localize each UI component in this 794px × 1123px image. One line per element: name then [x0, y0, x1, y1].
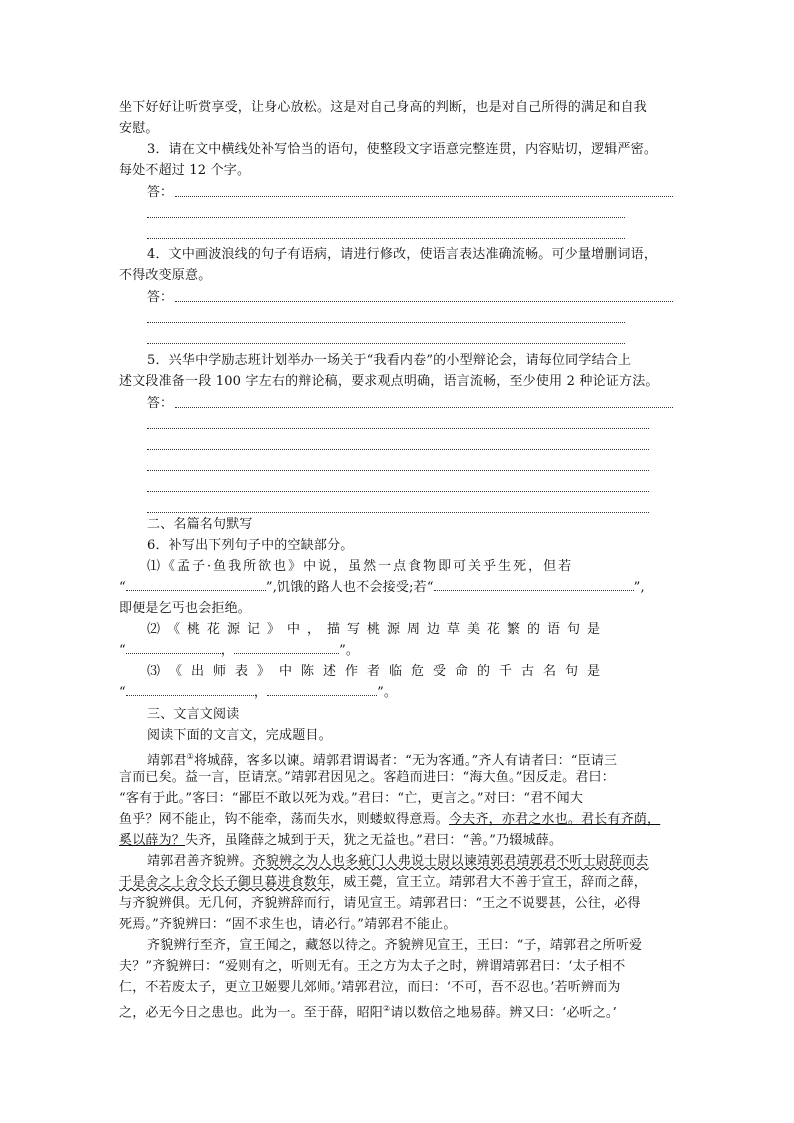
- text: 请以数倍之地易薛。辨又曰：‘必听之。’: [390, 1005, 617, 1021]
- text: 靖郭君善齐貌辨。: [147, 854, 253, 869]
- underlined-sentence: 奚以薛为？: [119, 833, 186, 848]
- q6-item-1-text: ⑴《孟子·鱼我所欲也》中说，虽然一点食物即可关乎生死，但若: [147, 559, 574, 574]
- quote-close: ”。: [339, 643, 360, 658]
- blank-1[interactable]: [126, 578, 266, 591]
- section-3-heading: 三、文言文阅读: [147, 707, 240, 722]
- p1-line-2: 言而已矣。益一言，臣请烹。”靖郭君因见之。客趋而进曰：“海大鱼。”因反走。君曰：: [119, 770, 615, 785]
- p1-line-4: [119, 809, 679, 830]
- p2-line-2: [119, 872, 679, 893]
- blank-2[interactable]: [434, 578, 634, 591]
- blank-3[interactable]: [126, 641, 221, 654]
- question-5-line-1: 5．兴华中学励志班计划举办一场关于“我看内卷”的小型辩论会，请每位同学结合上: [147, 353, 632, 368]
- text: 失齐，虽隆薛之城到于天，犹之无益也。”君曰：“善。”乃辍城薛。: [185, 833, 563, 848]
- answer-label-q4: 答：: [147, 290, 174, 305]
- text: ，威王薨，宣王立。靖郭君大不善于宣王，辞而之薛，: [330, 875, 648, 890]
- answer-line-q4-3[interactable]: [147, 343, 625, 344]
- comma: ，: [220, 643, 235, 658]
- q6-item-1-line-1: [147, 556, 675, 577]
- q6-item-3-line-1: ⑶《出师表》中陈述作者临危受命的千古名句是: [147, 664, 610, 679]
- question-6-prompt: 6．补写出下列句子中的空缺部分。: [147, 538, 354, 553]
- answer-line-q4-1[interactable]: [175, 301, 673, 302]
- quote-open: “: [119, 580, 126, 595]
- answer-line-q5-5[interactable]: [147, 491, 649, 492]
- answer-line-q5-4[interactable]: [147, 470, 649, 471]
- intro-line-1: 坐下好好让听赏享受，让身心放松。这是对自己身高的判断，也是对自己所得的满足和自我: [119, 100, 648, 115]
- p3-line-2: 夫？”齐貌辨曰：“爱则有之，听则无有。王之方为太子之时，辨谓靖郭君曰：‘太子相不: [119, 959, 626, 974]
- q6-item-1-line-2: [119, 577, 679, 598]
- text: 将城薛，客多以谏。靖郭君谓谒者：“无为客通。”齐人有请者曰：“臣请三: [193, 753, 618, 769]
- p1-line-5: [119, 830, 679, 851]
- footnote-marker: ②: [383, 1004, 391, 1013]
- wavy-sentence: 齐貌辨之为人也多疵门人弗说士尉以谏靖郭君靖郭君不听士尉辞而去: [252, 854, 649, 869]
- quote-open: “: [119, 685, 126, 700]
- blank-6[interactable]: [267, 683, 377, 696]
- intro-line-2: 安慰。: [119, 121, 159, 136]
- wavy-sentence: 于是舍之上舍令长子御旦暮进食数年: [119, 875, 331, 890]
- answer-label-q5: 答：: [147, 396, 174, 411]
- question-4-line-1: 4．文中画波浪线的句子有语病，请进行修改，使语言表达准确流畅。可少量增删词语，: [147, 247, 658, 262]
- answer-label-q3: 答：: [147, 185, 174, 200]
- answer-line-q3-1[interactable]: [175, 196, 673, 197]
- question-4-line-2: 不得改变原意。: [119, 268, 212, 283]
- p3-line-3: 仁，不若废太子，更立卫姬婴儿郊师。’靖郭君泣，而曰：‘不可，吾不忍也。’若听辨而为: [119, 980, 621, 995]
- p1-line-3: “客有于此。”客曰：“鄙臣不敢以死为戏。”君曰：“亡，更言之。”对曰：“君不闻大: [119, 791, 584, 806]
- quote-close: ”,: [633, 580, 645, 595]
- answer-line-q4-2[interactable]: [147, 322, 625, 323]
- footnote-marker: ①: [186, 752, 194, 761]
- quote-open: “: [119, 643, 126, 658]
- quote-mid: ”,饥饿的路人也不会接受;若“: [265, 580, 434, 595]
- answer-line-q5-6[interactable]: [147, 512, 649, 513]
- comma: ，: [253, 685, 268, 700]
- text: 鱼乎？网不能止，钩不能牵，荡而失水，则蝼蚁得意焉。: [119, 812, 450, 827]
- p3-line-4: [119, 998, 679, 1023]
- p2-line-4: 死焉。”齐貌辨曰：“固不求生也，请必行。”靖郭君不能止。: [119, 917, 457, 932]
- q6-item-1-line-3: 即便是乞丐也会拒绝。: [119, 601, 252, 616]
- answer-line-q3-2[interactable]: [147, 217, 625, 218]
- answer-line-q5-1[interactable]: [175, 407, 673, 408]
- p2-line-1: [147, 851, 707, 872]
- q6-item-2-line-2: [119, 640, 679, 661]
- answer-line-q5-3[interactable]: [147, 449, 649, 450]
- text: 之，必无今日之患也。此为一。至于薛，昭阳: [119, 1005, 384, 1021]
- blank-5[interactable]: [126, 683, 254, 696]
- quote-close: ”。: [377, 685, 398, 700]
- reading-instruction: 阅读下面的文言文，完成题目。: [147, 728, 332, 743]
- section-2-heading: 二、名篇名句默写: [147, 517, 253, 532]
- underlined-sentence: 今夫齐，亦君之水也。君长有齐荫，: [449, 812, 661, 827]
- question-3-line-1: 3．请在文中横线处补写恰当的语句，使整段文字语意完整连贯，内容贴切，逻辑严密。: [147, 142, 658, 157]
- p2-line-3: 与齐貌辨俱。无几何，齐貌辨辞而行，请见宣王。靖郭君曰：“王之不说婴甚，公往，必得: [119, 896, 641, 911]
- q6-item-2-line-1: ⑵《桃花源记》中，描写桃源周边草美花繁的语句是: [147, 622, 608, 637]
- blank-4[interactable]: [234, 641, 339, 654]
- question-5-line-2: 述文段准备一段 100 字左右的辩论稿，要求观点明确，语言流畅，至少使用 2 种论证方法。: [119, 374, 659, 389]
- question-3-line-2: 每处不超过 12 个字。: [119, 163, 251, 178]
- answer-line-q3-3[interactable]: [147, 238, 625, 239]
- q6-item-3-line-2: [119, 682, 679, 703]
- answer-line-q5-2[interactable]: [147, 428, 649, 429]
- p3-line-1: 齐貌辨行至齐，宣王闻之，藏怒以待之。齐貌辨见宣王，王曰：“子，靖郭君之所听爱: [147, 938, 643, 953]
- text: 靖郭君: [147, 753, 187, 769]
